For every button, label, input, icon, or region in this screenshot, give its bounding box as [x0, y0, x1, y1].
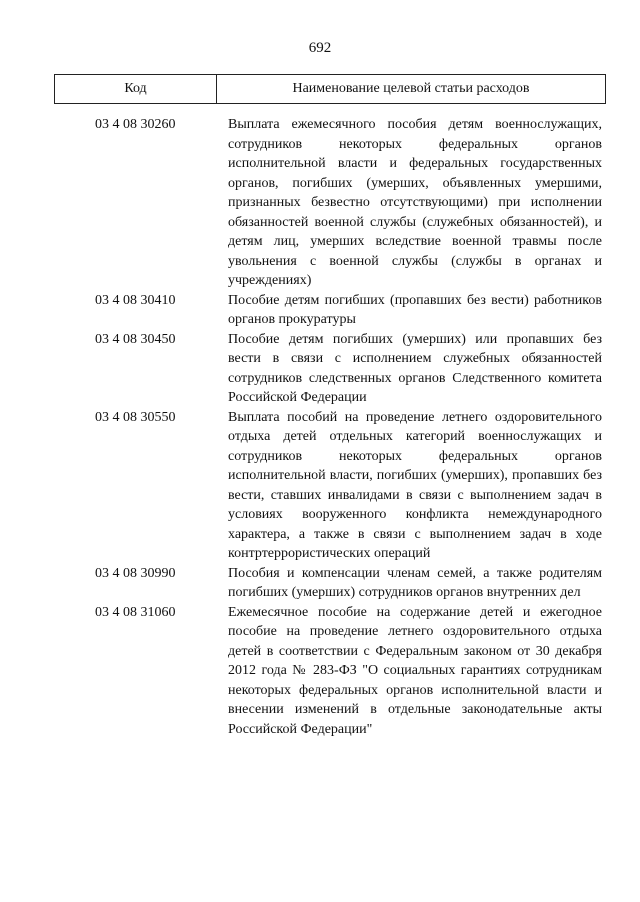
table-row — [0, 291, 640, 330]
table-body — [0, 115, 640, 739]
row-text: Пособие детям погибших (умерших) или пропавших без вести в связи с исполнением служебных обязанностей сотрудников следственных органов Следственного комитета Российской Федерации — [228, 331, 602, 405]
table-row — [0, 115, 640, 291]
row-code: 03 4 08 30260 — [95, 117, 176, 132]
row-code: 03 4 08 31060 — [95, 604, 176, 620]
column-header-code: Код — [55, 75, 217, 103]
page-number: 692 — [308, 40, 332, 56]
column-header-name: Наименование целевой статьи расходов — [292, 81, 530, 96]
row-text: Выплата ежемесячного пособия детям военнослужащих, сотрудников некоторых федеральных органов исполнительной власти и федеральных государственных органов, погибших (умерших, объявленных умершими, признанных безвестно отсутствующими) при исполнении обязанностей военной службы (служебных обязанностей), и детям лиц, умерших вследствие военной травмы после увольнения с военной службы (службы в органах и учреждениях) — [228, 117, 602, 288]
row-code: 03 4 08 30410 — [95, 292, 176, 308]
table-header — [54, 74, 606, 104]
row-text: Пособие детям погибших (пропавших без вести) работников органов прокуратуры — [228, 292, 602, 327]
row-text: Выплата пособий на проведение летнего оздоровительного отдыха детей отдельных категорий военнослужащих и сотрудников некоторых федеральных органов исполнительной власти, погибших (умерших), пропавших без вести, ставших инвалидами в связи с выполнением задач в условиях вооруженного конфликта немеждународного характера, а также в связи с выполнением задач в ходе контртеррористических операций — [228, 409, 602, 561]
row-code: 03 4 08 30450 — [95, 331, 176, 347]
row-text: Пособия и компенсации членам семей, а также родителям погибших (умерших) сотрудников органов внутренних дел — [228, 565, 602, 600]
table-row — [0, 603, 640, 740]
row-code: 03 4 08 30990 — [95, 565, 176, 581]
row-text: Ежемесячное пособие на содержание детей и ежегодное пособие на проведение летнего оздоровительного отдыха детей в соответствии с Федеральным законом от 30 декабря 2012 года № 283-ФЗ "О социальных гарантиях сотрудникам некоторых федеральных органов исполнительной власти и внесении изменений в отдельные законодательные акты Российской Федерации" — [228, 604, 602, 737]
table-row — [0, 330, 640, 408]
table-row — [0, 564, 640, 603]
table-row — [0, 408, 640, 564]
row-code: 03 4 08 30550 — [95, 409, 176, 425]
